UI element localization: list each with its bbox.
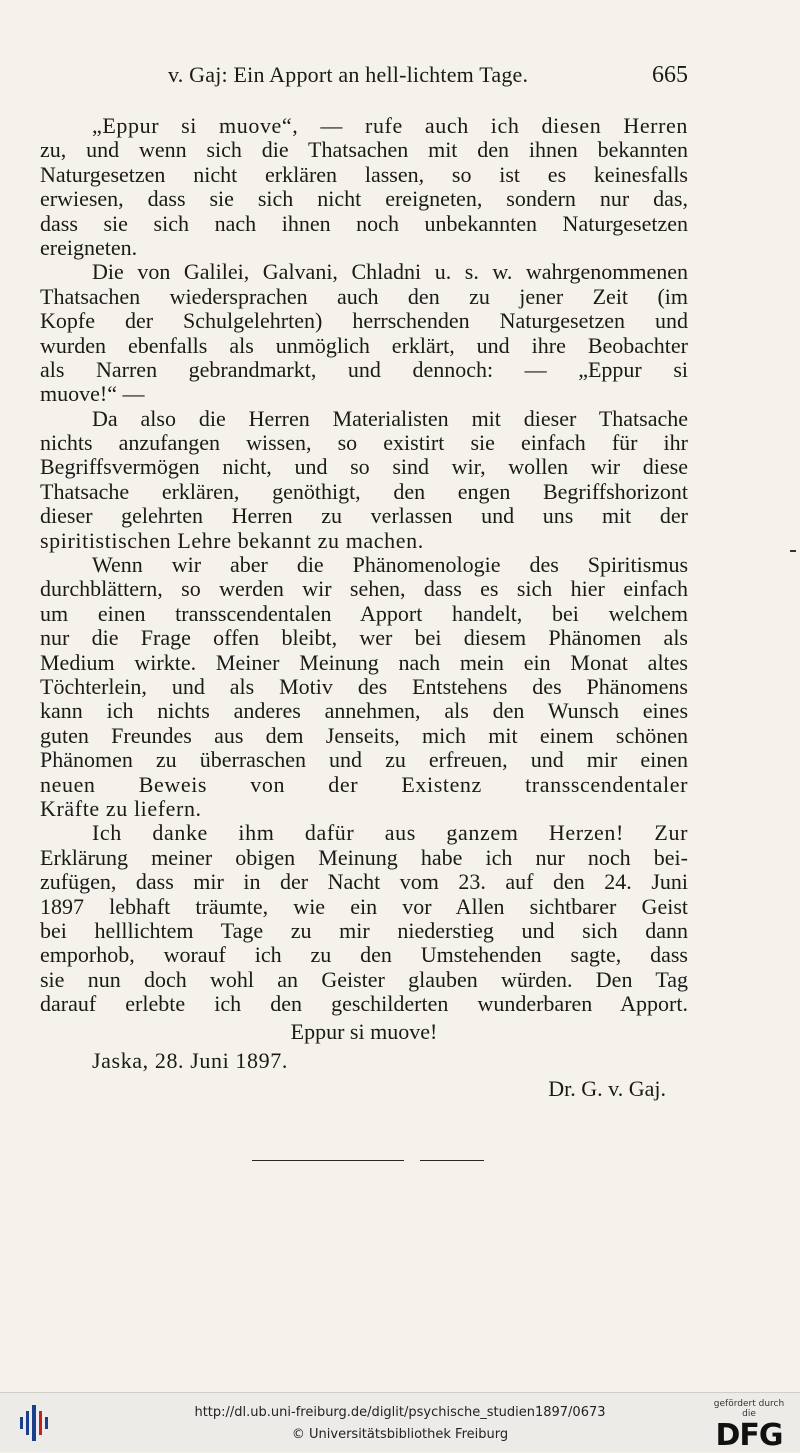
text-line: bei helllichtem Tage zu mir niederstieg und sich dann bbox=[40, 918, 688, 943]
text-line: Thatsachen wiedersprachen auch den zu jener Zeit (im bbox=[40, 284, 688, 309]
text-line: als Narren gebrandmarkt, und dennoch: — „Eppur si bbox=[40, 357, 688, 382]
page-number: 665 bbox=[652, 62, 688, 88]
text-line: „Eppur si muove“, — rufe auch ich diesen Herren bbox=[92, 114, 688, 138]
text-line: Töchterlein, und als Motiv des Entstehens des Phänomens bbox=[40, 674, 688, 699]
closing-motto: Eppur si muove! bbox=[290, 1020, 438, 1045]
article-body bbox=[40, 114, 688, 1102]
text-line: wurden ebenfalls als unmöglich erklärt, und ihre Beobachter bbox=[40, 333, 688, 358]
text-line: neuen Beweis von der Existenz transscendentaler bbox=[40, 772, 688, 797]
dfg-wordmark: DFG bbox=[715, 1418, 783, 1453]
text-line: erwiesen, dass sie sich nicht ereigneten, sondern nur das, bbox=[40, 187, 688, 212]
text-line: spiritistischen Lehre bekannt zu machen. bbox=[40, 528, 424, 553]
text-line: durchblättern, so werden wir sehen, dass es sich hier einfach bbox=[40, 577, 688, 602]
text-line: emporhob, worauf ich zu den Umstehenden sagte, dass bbox=[40, 943, 688, 968]
text-line: Begriffsvermögen nicht, und so sind wir, wollen wir diese bbox=[40, 455, 688, 480]
text-line: guten Freundes aus dem Jenseits, mich mit einem schönen bbox=[40, 723, 688, 748]
text-line: Naturgesetzen nicht erklären lassen, so ist es keinesfalls bbox=[40, 162, 688, 187]
text-line: um einen transscendentalen Apport handelt, bei welchem bbox=[40, 601, 688, 626]
dfg-caption: gefördert durch die bbox=[713, 1399, 785, 1419]
text-line: Ich danke ihm dafür aus ganzem Herzen! Zur bbox=[92, 821, 688, 846]
running-title: v. Gaj: Ein Apport an hell-lichtem Tage. bbox=[168, 62, 529, 87]
copyright-notice: © Universitätsbibliothek Freiburg bbox=[291, 1427, 509, 1442]
text-line: nichts anzufangen wissen, so existirt sie einfach für ihr bbox=[40, 431, 688, 456]
text-line: Erklärung meiner obigen Meinung habe ich nur noch bei- bbox=[40, 845, 688, 870]
signature: Dr. G. v. Gaj. bbox=[548, 1077, 666, 1102]
text-line: 1897 lebhaft träumte, wie ein vor Allen sichtbarer Geist bbox=[40, 894, 688, 919]
text-line: kann ich nichts anderes annehmen, als den Wunsch eines bbox=[40, 699, 688, 724]
text-line: nur die Frage offen bleibt, wer bei diesem Phänomen als bbox=[40, 626, 688, 651]
text-line: dass sie sich nach ihnen noch unbekannten Naturgesetzen bbox=[40, 211, 688, 236]
digitization-footer bbox=[0, 1392, 800, 1452]
permalink-url[interactable]: http://dl.ub.uni-freiburg.de/diglit/psychische_studien1897/0673 bbox=[194, 1405, 606, 1420]
text-line: zufügen, dass mir in der Nacht vom 23. auf den 24. Juni bbox=[40, 870, 688, 895]
text-line: Da also die Herren Materialisten mit dieser Thatsache bbox=[92, 406, 688, 431]
text-line: ereigneten. bbox=[40, 235, 138, 260]
text-line: Kopfe der Schulgelehrten) herrschenden Naturgesetzen und bbox=[40, 309, 688, 334]
scan-mark bbox=[790, 550, 796, 552]
running-header bbox=[40, 62, 688, 94]
text-line: sie nun doch wohl an Geister glauben würden. Den Tag bbox=[40, 967, 688, 992]
text-line: muove!“ — bbox=[40, 382, 145, 407]
place-date: Jaska, 28. Juni 1897. bbox=[92, 1048, 288, 1073]
text-line: darauf erlebte ich den geschilderten wunderbaren Apport. bbox=[40, 992, 688, 1017]
end-rule bbox=[252, 1160, 404, 1161]
text-line: Kräfte zu liefern. bbox=[40, 796, 202, 821]
text-line: Wenn wir aber die Phänomenologie des Spiritismus bbox=[92, 553, 688, 578]
text-line: Phänomen zu überraschen und zu erfreuen, und mir einen bbox=[40, 748, 688, 773]
dfg-logo bbox=[706, 1399, 792, 1453]
text-line: Medium wirkte. Meiner Meinung nach mein ein Monat altes bbox=[40, 650, 688, 675]
text-line: Die von Galilei, Galvani, Chladni u. s. w. wahrgenommenen bbox=[92, 260, 688, 285]
end-rule-short bbox=[420, 1160, 484, 1161]
text-line: dieser gelehrten Herren zu verlassen und uns mit der bbox=[40, 504, 688, 529]
text-line: zu, und wenn sich die Thatsachen mit den ihnen bekannten bbox=[40, 138, 688, 163]
text-line: Thatsache erklären, genöthigt, den engen Begriffshorizont bbox=[40, 479, 688, 504]
